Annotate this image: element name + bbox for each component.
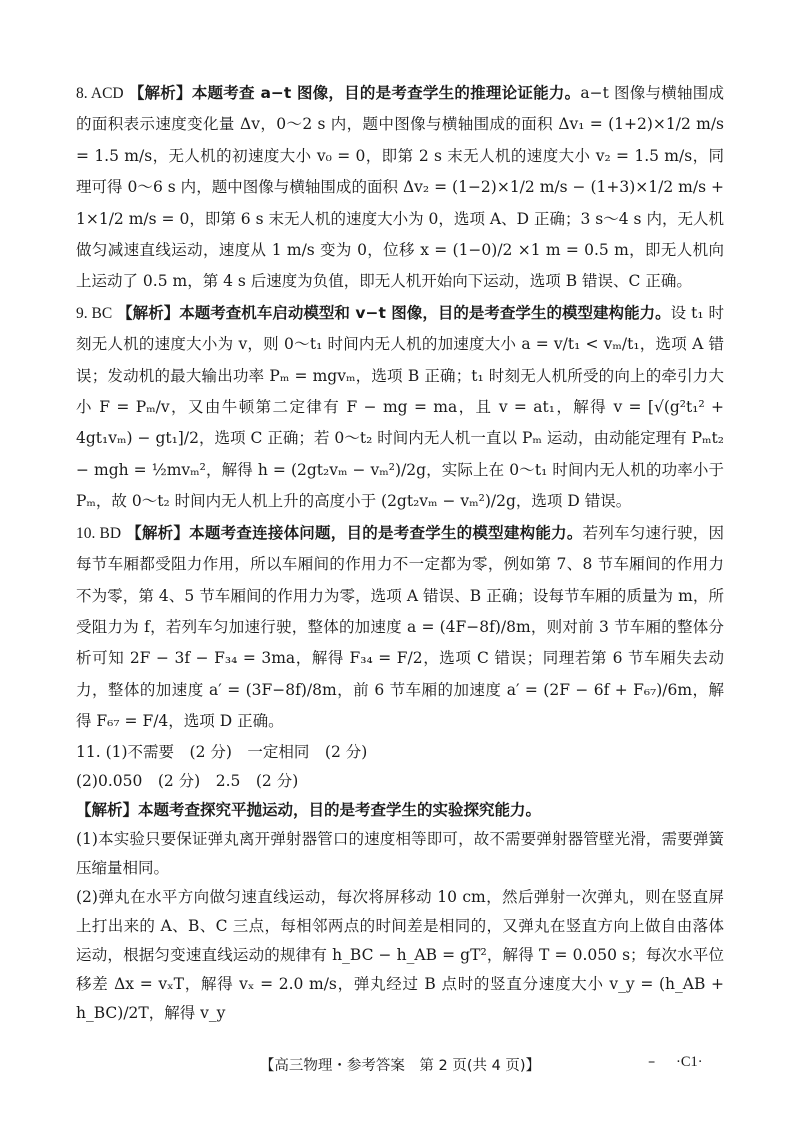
analysis-lead: 本题考查机车启动模型和 v−t 图像，目的是考查学生的模型建构能力。 — [179, 303, 671, 322]
analysis-tag: 【解析】 — [128, 84, 192, 102]
analysis-lead: 本题考查探究平抛运动，目的是考查学生的实验探究能力。 — [138, 800, 542, 819]
analysis-body: 设 t₁ 时刻无人机的速度大小为 v，则 0～t₁ 时间内无人机的加速度大小 a = v/t₁ < vₘ/t₁，选项 A 错误；发动机的最大输出功率 Pₘ = mgvₘ，选项 B 正确；t₁ 时刻无人机所受的向上的牵引力大小 F = Pₘ/v，又由牛顿第二定律有 F − mg = ma，且 v = at₁，解得 v = [√(g²t₁² + 4gt₁vₘ) − gt₁]/2，选项 C 正确；若 0～t₂ 时间内无人机一直以 Pₘ 运动，由动能定理有 Pₘt₂ − mgh = ½mvₘ²，解得 h = (2gt₂vₘ − vₘ²)/2g，实际上在 0～t₁ 时间内无人机的功率小于 Pₘ，故 0～t₂ 时间内无人机上升的高度小于 (2gt₂vₘ − vₘ²)/2g，选项 D 错误。 — [76, 303, 724, 511]
analysis-tag: 【解析】 — [117, 303, 180, 322]
answer-item-8 — [76, 78, 724, 298]
analysis-paragraph-1: (1)本实验只要保证弹丸离开弹射器管口的速度相等即可，故不需要弹射器管壁光滑，需要弹簧压缩量相同。 — [76, 829, 724, 877]
item-number: 8. ACD — [76, 85, 124, 102]
answer-content — [76, 78, 724, 1028]
answer-item-10 — [76, 518, 724, 738]
analysis-tag: 【解析】 — [126, 523, 190, 542]
analysis-body: 若列车匀速行驶，因每节车厢都受阻力作用，所以车厢间的作用力不一定都为零，例如第 7、8 节车厢间的作用力不为零，第 4、5 节车厢间的作用力为零，选项 A 错误、B 正确；设每节车厢的质量为 m，所受阻力为 f，若列车匀加速行驶，整体的加速度 a = (4F−8f)/8m，则对前 3 节车厢的整体分析可知 2F − 3f − F₃₄ = 3ma，解得 F₃₄ = F/2，选项 C 错误；同理若第 6 节车厢失去动力，整体的加速度 a′ = (3F−8f)/8m，前 6 节车厢的加速度 a′ = (2F − 6f + F₆₇)/6m，解得 F₆₇ = F/4，选项 D 正确。 — [76, 523, 724, 731]
analysis-body: a−t 图像与横轴围成的面积表示速度变化量 Δv，0～2 s 内，题中图像与横轴围成的面积 Δv₁ = (1+2)×1/2 m/s = 1.5 m/s，无人机的初速度大小 v₀ = 0，即第 2 s 末无人机的速度大小 v₂ = 1.5 m/s，同理可得 0～6 s 内，题中图像与横轴围成的面积 Δv₂ = (1−2)×1/2 m/s − (1+3)×1/2 m/s + 1×1/2 m/s = 0，即第 6 s 末无人机的速度大小为 0，选项 A、D 正确；3 s～4 s 内，无人机做匀减速直线运动，速度从 1 m/s 变为 0，位移 x = (1−0)/2 ×1 m = 0.5 m，即无人机向上运动了 0.5 m，第 4 s 后速度为负值，即无人机开始向下运动，选项 B 错误、C 正确。 — [76, 84, 725, 291]
footer-code: ·C1· — [676, 1054, 703, 1070]
analysis-lead: 本题考查连接体问题，目的是考查学生的模型建构能力。 — [189, 523, 583, 542]
analysis-heading — [76, 796, 724, 825]
answer-item-11 — [76, 738, 724, 1028]
item-answer-line-1: 11. (1)不需要 (2 分) 一定相同 (2 分) — [76, 742, 368, 761]
analysis-lead: 本题考查 a−t 图像，目的是考查学生的推理论证能力。 — [191, 84, 581, 102]
page-footer — [0, 1054, 800, 1078]
item-number: 9. BC — [76, 304, 113, 322]
footer-mark: – — [648, 1054, 656, 1070]
analysis-tag: 【解析】 — [76, 800, 139, 819]
item-answer-line-2: (2)0.050 (2 分) 2.5 (2 分) — [76, 771, 299, 790]
footer-title: 【高三物理・参考答案 第 2 页(共 4 页)】 — [259, 1058, 541, 1074]
answer-item-9 — [76, 298, 724, 518]
item-number: 10. BD — [76, 524, 122, 542]
analysis-paragraph-2: (2)弹丸在水平方向做匀速直线运动，每次将屏移动 10 cm，然后弹射一次弹丸，则在竖直屏上打出来的 A、B、C 三点，每相邻两点的时间差是相同的，又弹丸在竖直方向上做自由落体运动，根据匀变速直线运动的规律有 h_BC − h_AB = gT²，解得 T = 0.050 s；每次水平位移差 Δx = vₓT，解得 vₓ = 2.0 m/s，弹丸经过 B 点时的竖直分速度大小 v_y = (h_AB + h_BC)/2T，解得 v_y — [76, 887, 724, 1022]
